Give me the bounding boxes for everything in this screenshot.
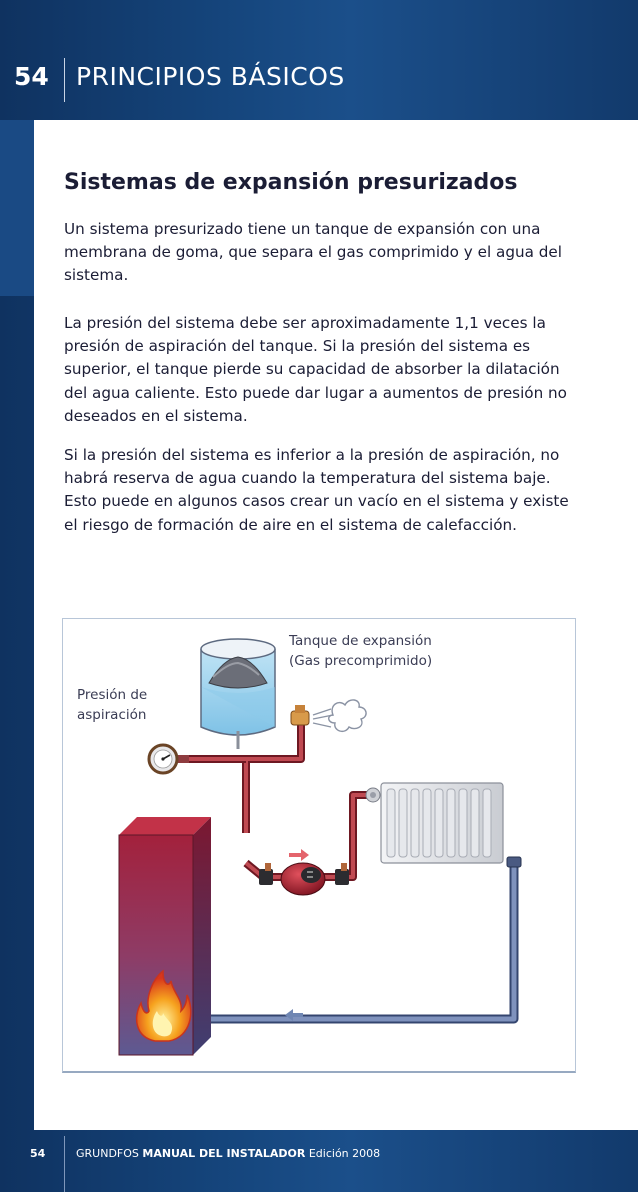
suction-label-line1: Presión de [77, 687, 148, 703]
section-heading: Sistemas de expansión presurizados [64, 170, 518, 195]
suction-label-line2: aspiración [77, 707, 147, 723]
chapter-number: 54 [14, 62, 49, 91]
page-footer [0, 1130, 638, 1192]
expansion-system-diagram [62, 618, 576, 1073]
paragraph-1: Un sistema presurizado tiene un tanque de expansión con una membrana de goma, que separa el gas comprimido y el agua del sistema. [64, 220, 562, 285]
header-divider [64, 58, 65, 102]
flow-direction-arrow-icon [289, 849, 309, 861]
air-release-icon [313, 700, 366, 731]
paragraph-2: La presión del sistema debe ser aproximadamente 1,1 veces la presión de aspiración del tanque. Si la presión del sistema es superior, el tanque pierde su capacidad de absorber la dilatación del agua caliente. Esto puede dar lugar a aumentos de presión no deseados en el sistema. [64, 314, 567, 425]
footer-brand: GRUNDFOS [76, 1147, 139, 1160]
radiator-valve [366, 788, 380, 802]
footer-edition: Edición 2008 [308, 1147, 381, 1160]
pressure-gauge-icon [149, 745, 189, 773]
return-pipe [209, 863, 514, 1019]
side-tab [0, 120, 34, 296]
chapter-title: PRINCIPIOS BÁSICOS [76, 62, 345, 91]
expansion-tank [201, 639, 275, 749]
footer-page-number: 54 [30, 1147, 46, 1160]
tank-label-line2: (Gas precomprimido) [289, 653, 433, 669]
footer-manual: MANUAL DEL INSTALADOR [142, 1147, 306, 1160]
return-valve [507, 857, 521, 867]
footer-divider [64, 1136, 65, 1192]
circulator-pump [259, 863, 349, 895]
radiator [381, 783, 503, 863]
paragraph-3: Si la presión del sistema es inferior a la presión de aspiración, no habrá reserva de agua cuando la temperatura del sistema baje. Esto puede en algunos casos crear un vacío en el sistema y existe el riesgo de formación de aire en el sistema de calefacción. [64, 446, 569, 534]
tank-label-line1: Tanque de expansión [289, 633, 432, 649]
page-header [0, 0, 638, 120]
footer-text [76, 1147, 380, 1160]
safety-valve [291, 705, 309, 725]
page-content [34, 120, 638, 1130]
